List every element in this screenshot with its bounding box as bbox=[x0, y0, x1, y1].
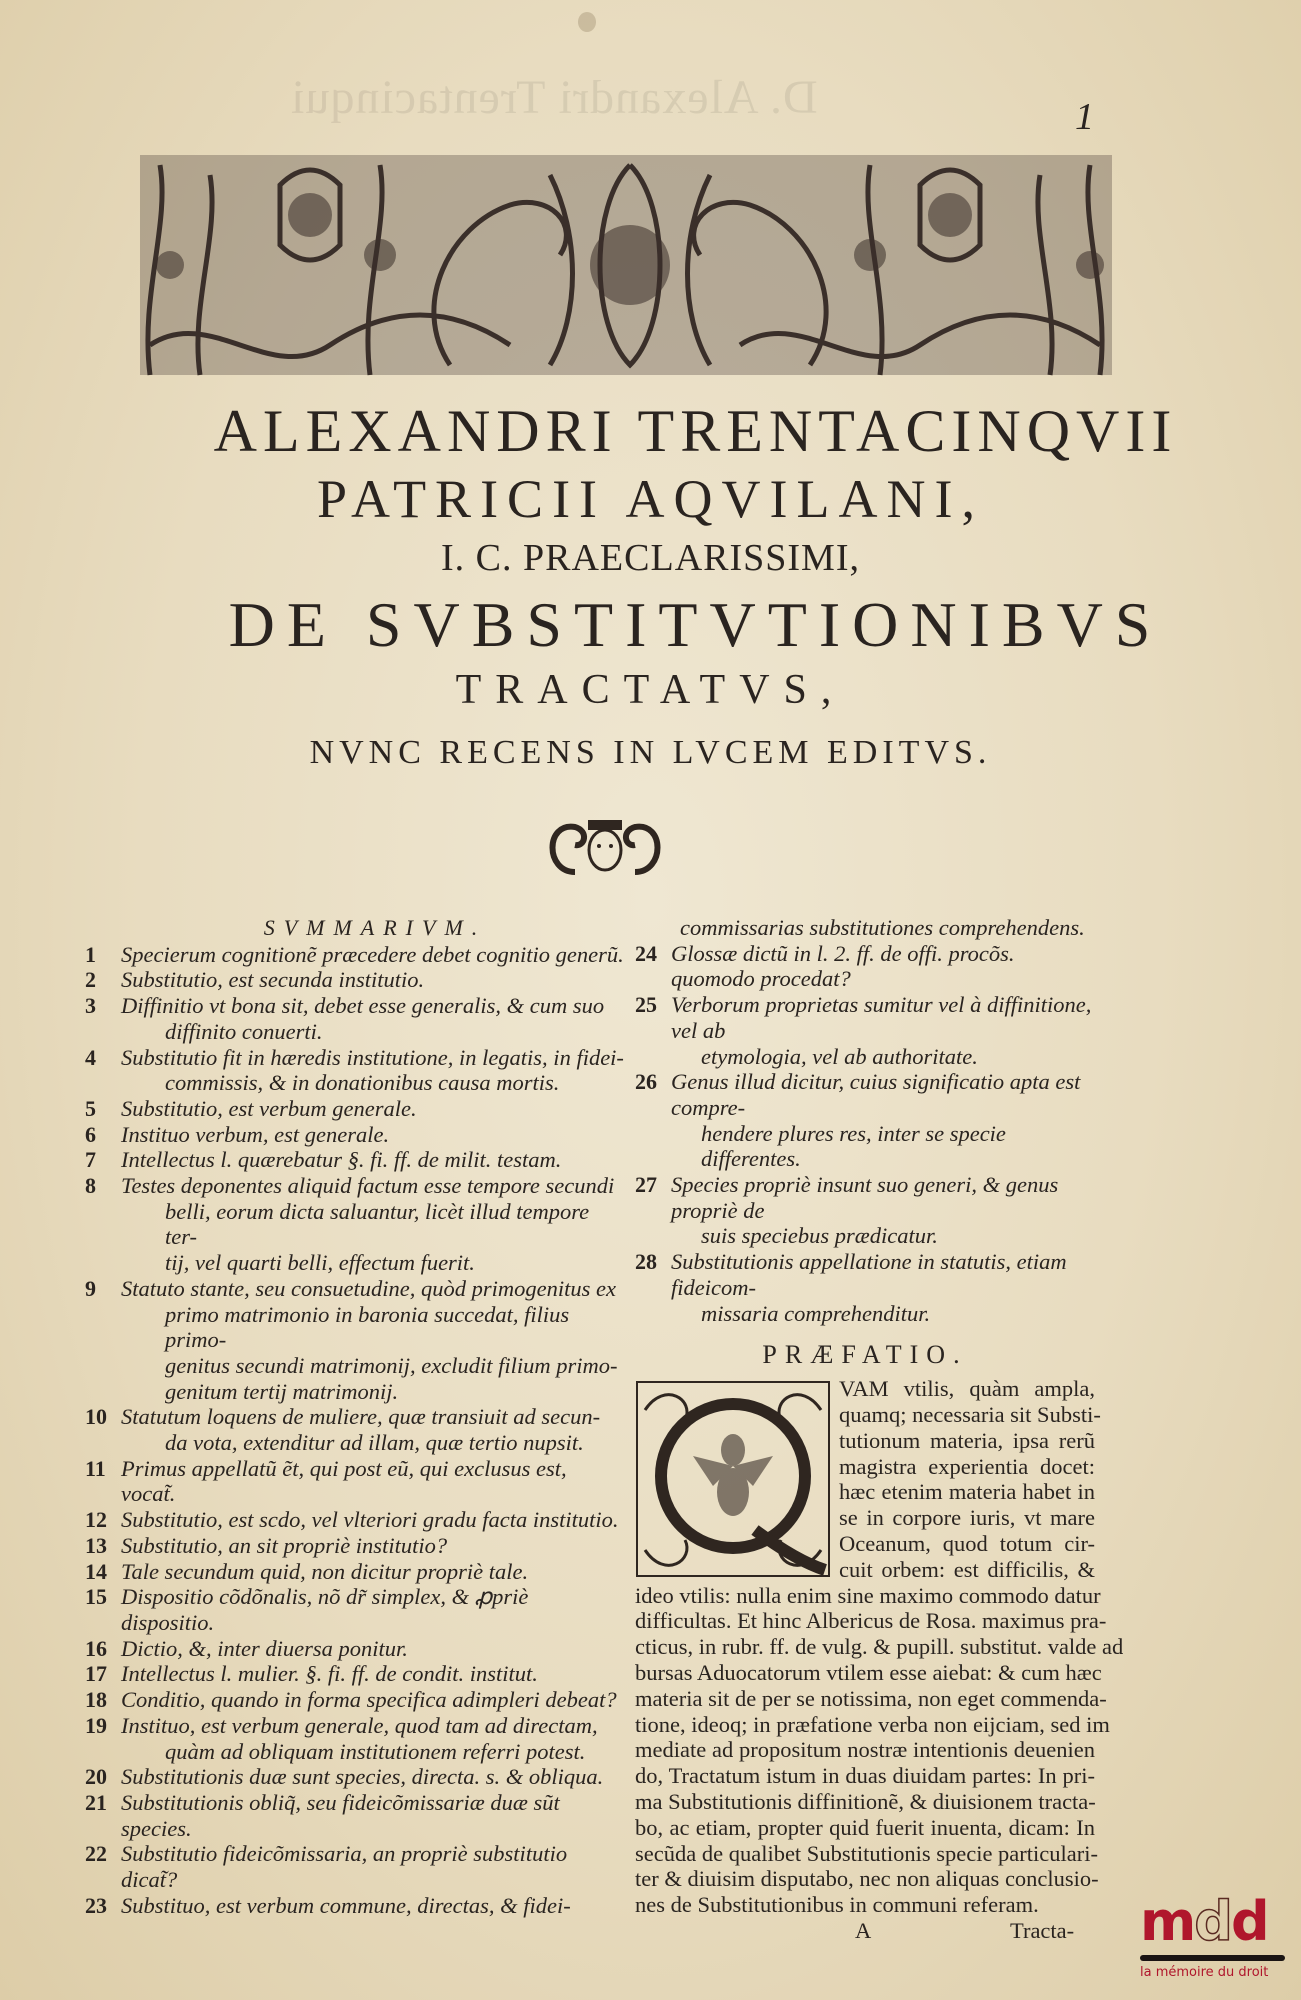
summary-entry-text: diffinito conuerti. bbox=[165, 1018, 323, 1044]
summary-entry-text: Conditio, quando in forma specifica adimpleri debeat? bbox=[121, 1687, 617, 1713]
summary-entry-number: 12 bbox=[85, 1507, 107, 1533]
summary-entry bbox=[635, 992, 1095, 1069]
preface-line: ter & diuisim disputabo, nec non aliquas conclusio- bbox=[635, 1866, 1099, 1892]
preface-line: nes de Substitutionibus in communi referam. bbox=[635, 1892, 1039, 1918]
preface-line: difficultas. Et hinc Albericus de Rosa. maximus pra- bbox=[635, 1608, 1107, 1634]
summary-entry-number: 19 bbox=[85, 1712, 107, 1738]
mdd-logo-bar bbox=[1140, 1955, 1285, 1961]
summary-entry-text: Intellectus l. quærebatur §. fi. ff. de milit. testam. bbox=[121, 1147, 562, 1173]
summary-entry-number: 11 bbox=[85, 1455, 106, 1481]
summary-entry-number: 7 bbox=[85, 1147, 96, 1173]
summary-entry bbox=[85, 1276, 625, 1405]
summary-entry-text: primo matrimonio in baronia succedat, filius primo- bbox=[165, 1301, 570, 1353]
summary-entry-number: 21 bbox=[85, 1789, 107, 1815]
summary-heading: SVMMARIVM. bbox=[263, 915, 487, 940]
summary-entry-text: Statuto stante, seu consuetudine, quòd primogenitus ex bbox=[121, 1275, 616, 1301]
preface-line: do, Tractatum istum in duas diuidam partes: In pri- bbox=[635, 1763, 1095, 1789]
preface-line: bursas Aduocatorum vtilem esse aiebat: & cum hæc bbox=[635, 1660, 1102, 1686]
summary-entry-text: Species propriè insunt suo generi, & genus propriè de bbox=[671, 1172, 1059, 1223]
summary-entry bbox=[85, 1533, 625, 1559]
summary-entry-text: Statutum loquens de muliere, quæ transiuit ad secun- bbox=[121, 1404, 601, 1430]
summary-entry-text: da vota, extenditur ad illam, quæ tertio nupsit. bbox=[165, 1430, 584, 1456]
summary-entry-text: Instituo, est verbum generale, quod tam ad directam, bbox=[121, 1712, 598, 1738]
summary-entry-text: Verborum proprietas sumitur vel à diffinitione, vel ab bbox=[671, 992, 1092, 1043]
right-column bbox=[635, 915, 1124, 1948]
summary-entry bbox=[85, 1713, 625, 1764]
summary-entry-text: Substitutionis obliq̃, seu fideicõmissariæ duæ sũt species. bbox=[121, 1789, 560, 1841]
summary-entry bbox=[635, 1069, 1095, 1172]
summary-entry-text: Intellectus l. mulier. §. fi. ff. de condit. institut. bbox=[121, 1661, 538, 1687]
summary-entry-text: Substitutio, est secunda institutio. bbox=[121, 967, 425, 993]
summary-entry-text: Substitutionis appellatione in statutis, etiam fideicom- bbox=[671, 1249, 1067, 1300]
preface-line: hæc etenim materia habet in bbox=[839, 1479, 1095, 1505]
mdd-logo-mark: mdd bbox=[1140, 1890, 1268, 1953]
summary-entry-number: 8 bbox=[85, 1173, 96, 1199]
summary-entry-number: 6 bbox=[85, 1121, 96, 1147]
author-origin: PATRICII AQVILANI, bbox=[316, 469, 984, 529]
summary-entry-number: 22 bbox=[85, 1841, 107, 1867]
summary-entry-text: commissarias substitutiones comprehendens. bbox=[680, 915, 1085, 940]
summary-entry bbox=[85, 1687, 625, 1713]
summary-list bbox=[85, 942, 625, 1919]
summary-entry-number: 15 bbox=[85, 1584, 107, 1610]
page-number: 1 bbox=[1075, 96, 1094, 138]
summary-list-continued bbox=[635, 915, 1095, 1326]
summary-entry-text: Substitutio fit in hæredis institutione, in legatis, in fidei- bbox=[121, 1044, 624, 1070]
edition-note: NVNC RECENS IN LVCEM EDITVS. bbox=[309, 734, 992, 771]
mdd-tagline: la mémoire du droit bbox=[1140, 1965, 1269, 1980]
summary-entry-text: Substitutio, an sit propriè institutio? bbox=[121, 1532, 448, 1558]
summary-column-left bbox=[85, 915, 625, 1918]
mdd-watermark-logo bbox=[1140, 1890, 1290, 1980]
summary-entry-text: Tale secundum quid, non dicitur propriè tale. bbox=[121, 1558, 529, 1584]
preface-line: tione, ideoq; in præfatione verba non eijciam, sed im bbox=[635, 1711, 1110, 1737]
summary-entry-number: 23 bbox=[85, 1892, 107, 1918]
summary-entry bbox=[85, 1841, 625, 1892]
summary-entry bbox=[85, 1661, 625, 1687]
preface-line: magistra experientia docet: bbox=[839, 1453, 1095, 1479]
summary-entry-number: 13 bbox=[85, 1532, 107, 1558]
summary-entry bbox=[85, 1096, 625, 1122]
summary-entry-number: 1 bbox=[85, 941, 96, 967]
summary-entry-number: 16 bbox=[85, 1635, 107, 1661]
author-name: ALEXANDRI TRENTACINQVII bbox=[213, 398, 1178, 464]
summary-entry-text: Primus appellatũ ẽt, qui post eũ, qui exclusus est, vocat̃. bbox=[121, 1455, 567, 1507]
summary-entry-text: Substitutionis duæ sunt species, directa. s. & obliqua. bbox=[121, 1764, 604, 1790]
preface-line: ideo vtilis: nulla enim sine maximo commodo datur bbox=[635, 1582, 1101, 1608]
preface-line: ma Substitutionis diffinitionẽ, & diuisionem tracta- bbox=[635, 1789, 1096, 1814]
summary-entry-text: Diffinitio vt bona sit, debet esse generalis, & cum suo bbox=[121, 993, 605, 1019]
ornamental-headpiece-icon bbox=[130, 145, 1122, 383]
summary-entry-text: etymologia, vel ab authoritate. bbox=[701, 1043, 978, 1069]
summary-entry-text: suis speciebus prædicatur. bbox=[701, 1223, 938, 1249]
summary-entry-text: Substitutio, est verbum generale. bbox=[121, 1095, 417, 1121]
summary-entry bbox=[85, 993, 625, 1044]
preface-line: se in corpore iuris, vt mare bbox=[839, 1505, 1095, 1531]
summary-entry bbox=[85, 967, 625, 993]
summary-entry-number: 17 bbox=[85, 1661, 107, 1687]
paper-stain bbox=[578, 12, 596, 32]
signature-mark: A bbox=[855, 1917, 872, 1943]
summary-entry-number: 2 bbox=[85, 967, 96, 993]
preface-line: cuit orbem: est difficilis, & bbox=[839, 1556, 1095, 1582]
summary-entry bbox=[85, 1764, 625, 1790]
summary-entry-number: 20 bbox=[85, 1764, 107, 1790]
preface-line: mediate ad propositum nostræ intentionis deuenien bbox=[635, 1737, 1095, 1763]
summary-entry-text: Instituo verbum, est generale. bbox=[121, 1121, 390, 1147]
work-title: DE SVBSTITVTIONIBVS bbox=[228, 589, 1163, 660]
summary-entry-text: quàm ad obliquam institutionem referri potest. bbox=[165, 1738, 586, 1764]
preface-line: secũda de qualibet Substitutionis specie particulari- bbox=[635, 1840, 1098, 1866]
summary-entry bbox=[85, 1456, 625, 1507]
preface-line: bo, ac etiam, propter quid fuerit inuenta, dicam: In bbox=[635, 1814, 1095, 1840]
preface-line: materia sit de per se notissima, non eget commenda- bbox=[635, 1685, 1107, 1711]
summary-entry-text: Glossæ dictũ in l. 2. ff. de offi. procõs. quomodo procedat? bbox=[671, 940, 1015, 992]
summary-entry bbox=[85, 1507, 625, 1533]
summary-entry bbox=[85, 1559, 625, 1585]
preface-line: quamq; necessaria sit Substi- bbox=[839, 1402, 1101, 1428]
preface-heading: PRÆFATIO. bbox=[762, 1340, 968, 1370]
preface-body bbox=[635, 1376, 1124, 1918]
preface-line: cticus, in rubr. ff. de vulg. & pupill. substitut. valde ad bbox=[635, 1634, 1124, 1660]
summary-entry bbox=[85, 1045, 625, 1096]
summary-entry-number: 18 bbox=[85, 1687, 107, 1713]
summary-entry bbox=[85, 1636, 625, 1662]
summary-entry-text: tij, vel quarti belli, effectum fuerit. bbox=[165, 1250, 475, 1276]
summary-entry-number: 5 bbox=[85, 1095, 96, 1121]
summary-entry-number: 9 bbox=[85, 1275, 96, 1301]
preface-line: Oceanum, quod totum cir- bbox=[839, 1531, 1095, 1557]
summary-entry-number: 28 bbox=[635, 1249, 657, 1275]
show-through-text: D. Alexandri Trentacinqui bbox=[290, 71, 818, 124]
summary-entry-text: Substitutio fideicõmissaria, an propriè substitutio dicat̃? bbox=[121, 1841, 568, 1893]
summary-entry-text: missaria comprehenditur. bbox=[701, 1300, 931, 1326]
summary-entry bbox=[635, 941, 1095, 992]
summary-entry bbox=[85, 1893, 625, 1919]
decorated-initial-q-icon bbox=[635, 1380, 831, 1578]
summary-entry-text: genitum tertij matrimonij. bbox=[165, 1378, 399, 1404]
summary-entry-text: hendere plures res, inter se specie differentes. bbox=[701, 1120, 1006, 1172]
summary-entry-text: Dictio, &, inter diuersa ponitur. bbox=[121, 1635, 408, 1661]
summary-entry bbox=[85, 1404, 625, 1455]
summary-entry-number: 14 bbox=[85, 1558, 107, 1584]
summary-entry-text: belli, eorum dicta saluantur, licèt illud tempore ter- bbox=[165, 1198, 590, 1250]
summary-entry-number: 26 bbox=[635, 1069, 657, 1095]
catchword: Tracta- bbox=[1010, 1917, 1075, 1943]
work-genre: TRACTATVS, bbox=[455, 667, 846, 713]
summary-entry-number: 10 bbox=[85, 1404, 107, 1430]
summary-entry-text: genitus secundi matrimonij, excludit filium primo- bbox=[165, 1352, 618, 1378]
summary-entry bbox=[85, 1584, 625, 1635]
preface-line: tutionum materia, ipsa rerũ bbox=[839, 1427, 1095, 1453]
summary-entry-text: Testes deponentes aliquid factum esse tempore secundi bbox=[121, 1173, 615, 1199]
summary-entry-text: Substituo, est verbum commune, directas, & fidei- bbox=[121, 1892, 571, 1918]
page-footer bbox=[635, 1918, 1095, 1948]
summary-entry bbox=[85, 942, 625, 968]
summary-entry bbox=[85, 1122, 625, 1148]
summary-entry-text: Substitutio, est scdo, vel vlteriori gradu facta institutio. bbox=[121, 1507, 619, 1533]
summary-entry-text: Dispositio cõdõnalis, nõ dr̃ simplex, & ꝓpriè dispositio. bbox=[121, 1584, 529, 1635]
summary-entry bbox=[635, 1249, 1095, 1326]
summary-entry-text: Specierum cognitionẽ præcedere debet cognitio generũ. bbox=[121, 941, 624, 967]
summary-entry-number: 24 bbox=[635, 940, 657, 966]
summary-entry-number: 4 bbox=[85, 1044, 96, 1070]
summary-entry bbox=[85, 1790, 625, 1841]
mask-fleuron-icon bbox=[540, 812, 670, 884]
summary-entry bbox=[85, 1173, 625, 1276]
summary-entry-text: Genus illud dicitur, cuius significatio apta est compre- bbox=[671, 1069, 1081, 1120]
title-block bbox=[0, 395, 1301, 785]
summary-entry-number: 25 bbox=[635, 992, 657, 1018]
summary-entry-number: 3 bbox=[85, 993, 96, 1019]
preface-line: VAM vtilis, quàm ampla, bbox=[839, 1376, 1095, 1402]
summary-entry-number: 27 bbox=[635, 1172, 657, 1198]
summary-entry bbox=[635, 1172, 1095, 1249]
summary-entry-text: commissis, & in donationibus causa mortis. bbox=[165, 1070, 560, 1096]
author-title: I. C. PRAECLARISSIMI, bbox=[441, 537, 860, 579]
summary-entry bbox=[85, 1147, 625, 1173]
